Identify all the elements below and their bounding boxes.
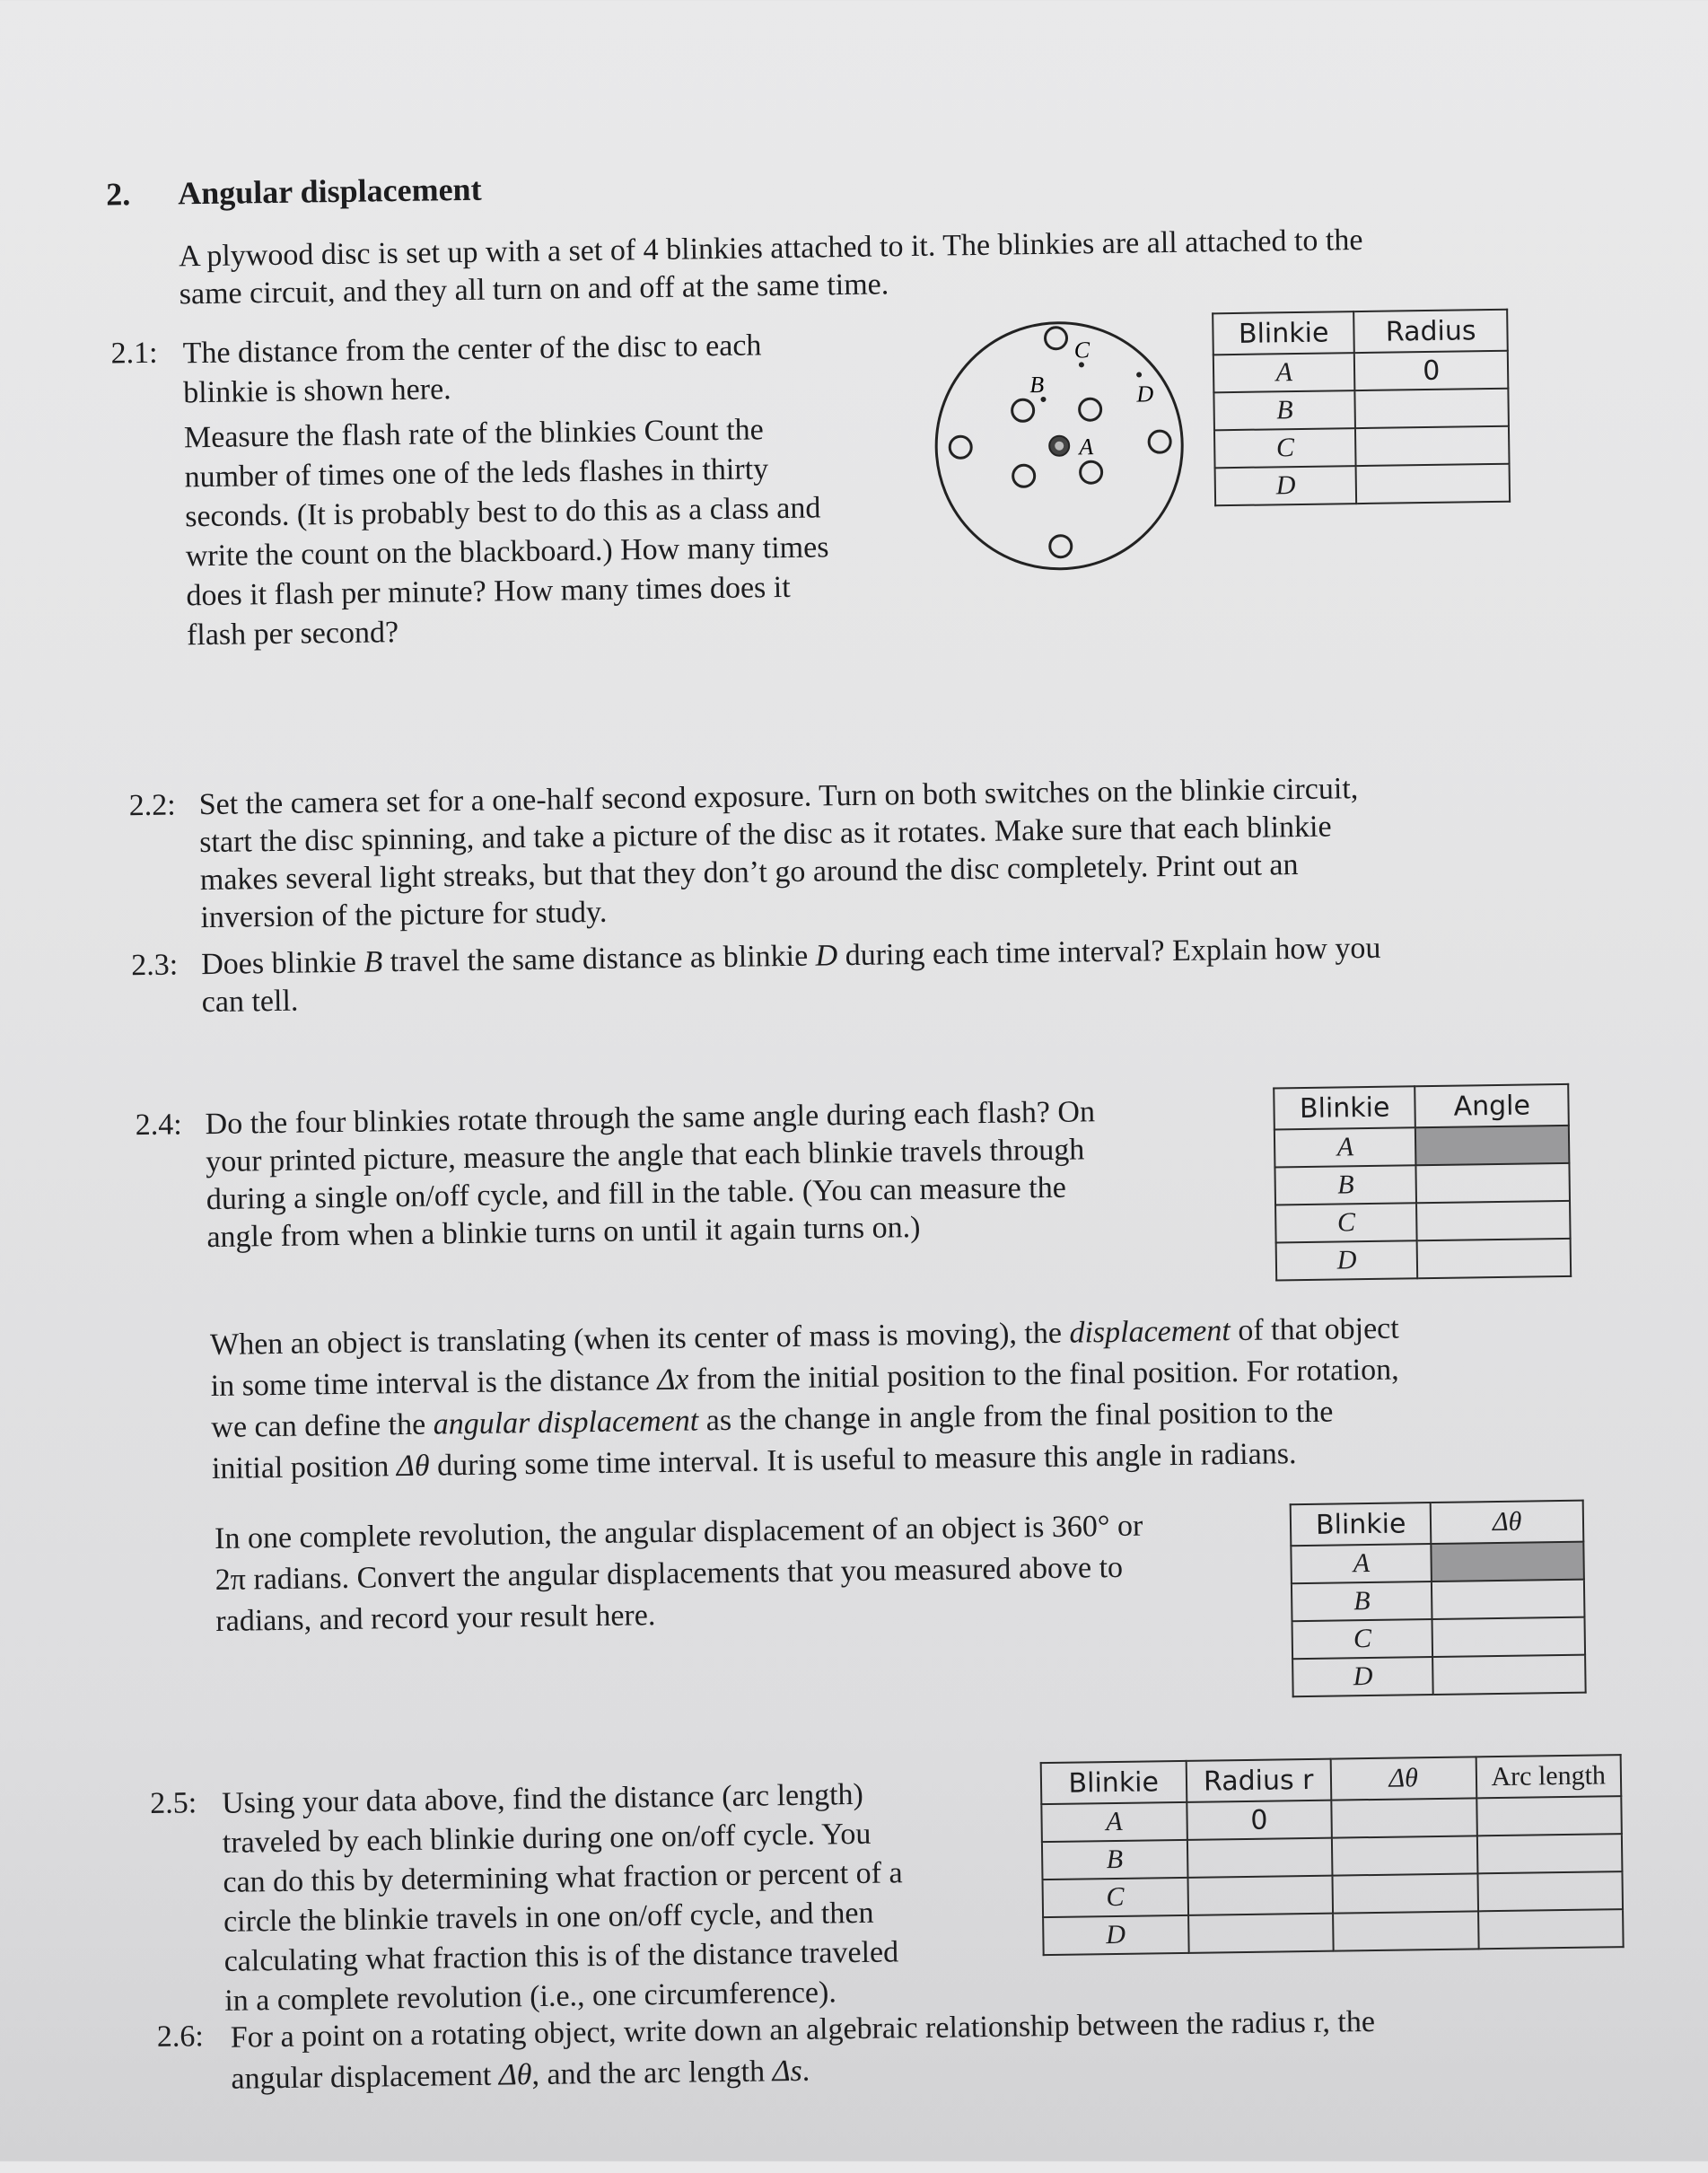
question-2-6-text [231,2002,1376,2100]
text-run: of that object [1230,1311,1399,1348]
column-header: Radius [1354,310,1508,353]
delta-theta-cell[interactable] [1432,1617,1585,1657]
text-run: during some time interval. It is useful to measure this angle in radians. [429,1437,1297,1483]
text-run: , and the arc length [531,2055,773,2092]
arc-length-cell[interactable] [1476,1796,1622,1836]
text-run: we can define the [211,1407,434,1445]
table-row [1214,426,1510,469]
table-row [1274,1163,1570,1205]
question-2-3-text [201,930,1381,1021]
row-label: C [1043,1878,1188,1917]
text-line: your printed picture, measure the angle that each blinkie travels through [205,1133,1085,1179]
question-2-1-text [182,325,830,655]
table-row [1213,351,1509,393]
disc-diagram [923,310,1196,583]
row-label: A [1213,353,1355,392]
text-line: makes several light streaks, but that they don’t go around the disc completely. Print out an [199,848,1299,898]
column-header: Δθ [1431,1501,1583,1544]
text-run-italic: Δθ [498,2058,532,2092]
angular-displacement-table [1290,1500,1587,1698]
text-line: traveled by each blinkie during one on/off cycle. You [222,1817,872,1860]
text-line: angle from when a blinkie turns on until it again turns on.) [206,1210,921,1255]
angle-cell-shaded [1415,1126,1569,1165]
text-run-italic: Δx [657,1363,689,1398]
radius-cell[interactable] [1187,1838,1332,1878]
delta-theta-cell[interactable] [1432,1580,1584,1619]
revolution-paragraph [215,1506,1144,1643]
angle-cell[interactable] [1417,1239,1571,1278]
question-number-2-3: 2.3: [130,948,179,983]
text-run-italic: Δθ [396,1449,430,1484]
text-line: can tell. [201,984,299,1020]
text-run-italic: displacement [1069,1314,1231,1350]
question-number-2-6: 2.6: [156,2020,205,2054]
text-run: in some time interval is the distance [210,1363,658,1404]
column-header: Blinkie [1291,1503,1432,1546]
arc-length-cell[interactable] [1476,1834,1622,1873]
row-label: A [1291,1544,1432,1583]
text-run: as the change in angle from the final position to the [697,1395,1334,1438]
row-label: A [1274,1127,1416,1167]
diagram-label-a: A [1079,434,1094,460]
text-run: travel the same distance as blinkie [381,939,816,979]
blinkie-marker [1080,461,1101,483]
table-header-row [1213,310,1508,355]
blinkie-b-marker [1012,399,1033,421]
table-row [1292,1617,1586,1660]
text-line: seconds. (It is probably best to do this as a class and [184,491,821,534]
row-label: C [1292,1619,1433,1659]
row-label: C [1275,1203,1417,1242]
angle-cell[interactable] [1416,1201,1570,1240]
table-row [1043,1909,1624,1955]
radius-cell[interactable] [1355,389,1509,428]
row-label: D [1043,1915,1188,1955]
radius-cell[interactable] [1356,464,1510,504]
table-row [1292,1655,1586,1697]
blinkie-c-marker [1045,328,1066,349]
text-run-italic: angular displacement [433,1404,699,1441]
column-header: Angle [1415,1084,1569,1127]
text-run: angular displacement [231,2058,500,2096]
column-header: Blinkie [1274,1086,1415,1129]
row-label: B [1274,1165,1416,1205]
delta-theta-cell-shaded [1432,1542,1584,1582]
row-label: D [1276,1240,1418,1280]
table-row [1275,1201,1571,1243]
arc-length-cell[interactable] [1478,1909,1624,1949]
text-run: initial position [211,1450,398,1486]
text-run-italic: B [363,945,383,979]
text-line: in a complete revolution (i.e., one circumference). [224,1976,837,2018]
row-label: C [1214,428,1356,468]
blinkie-d-marker [1149,431,1170,452]
row-label: A [1041,1802,1187,1842]
column-header: Blinkie [1041,1761,1187,1804]
text-line: Do the four blinkies rotate through the same angle during each flash? On [205,1095,1096,1142]
table-row [1276,1239,1572,1281]
diagram-label-c: C [1073,337,1090,364]
radius-cell[interactable]: 0 [1354,351,1508,390]
delta-theta-cell[interactable] [1433,1655,1586,1695]
text-run: . [801,2054,810,2088]
delta-theta-cell[interactable] [1332,1836,1477,1875]
text-run: from the initial position to the final position. For rotation, [688,1353,1399,1397]
question-number-2-5: 2.5: [149,1786,197,1821]
radius-table [1212,309,1511,507]
delta-theta-cell[interactable] [1333,1911,1478,1950]
column-header: Radius r [1186,1759,1331,1802]
row-label: D [1215,466,1357,505]
text-line: Using your data above, find the distance (arc length) [221,1777,864,1820]
blinkie-marker [1079,399,1100,420]
text-line: blinkie is shown here. [183,372,451,410]
text-run-italic: D [815,939,838,973]
text-run: Does blinkie [200,945,364,982]
radius-cell[interactable] [1188,1914,1334,1953]
blinkie-marker [950,436,971,458]
column-header: Δθ [1331,1757,1476,1800]
question-2-5-text [222,1774,905,2021]
table-row [1274,1126,1570,1168]
angle-table [1273,1083,1572,1282]
diagram-label-d: D [1136,381,1154,407]
text-line: number of times one of the leds flashes in thirty [184,452,769,495]
text-line: inversion of the picture for study. [200,895,608,935]
arc-length-table [1040,1754,1625,1956]
text-line: For a point on a rotating object, write down an algebraic relationship between the radius r, the [230,2004,1376,2055]
question-number-2-1: 2.1: [110,336,158,371]
table-row [1215,464,1511,506]
text-line: 2π radians. Convert the angular displacements that you measured above to [215,1550,1124,1597]
blinkie-marker [1013,465,1035,486]
text-line: Set the camera set for a one-half second exposure. Turn on both switches on the blinkie circuit, [198,772,1359,822]
table-header-row [1274,1084,1569,1130]
question-2-2-text [198,770,1360,937]
table-row [1213,389,1509,431]
column-header: Blinkie [1213,311,1354,355]
angle-cell[interactable] [1416,1163,1570,1203]
text-line: Measure the flash rate of the blinkies Count the [183,413,765,455]
text-line: flash per second? [186,616,399,653]
question-number-2-2: 2.2: [128,788,176,823]
intro-line: same circuit, and they all turn on and off at the same time. [179,267,889,311]
table-header-row [1291,1501,1584,1547]
question-2-4-text [205,1093,1097,1257]
text-line: start the disc spinning, and take a picture of the disc as it rotates. Make sure that each blinkie [199,810,1332,860]
text-line: calculating what fraction this is of the distance traveled [223,1935,899,1978]
text-line: can do this by determining what fraction or percent of a [223,1856,903,1899]
text-line: The distance from the center of the disc to each [182,329,762,371]
delta-theta-cell[interactable] [1331,1798,1476,1837]
section-title: Angular displacement [177,171,482,212]
intro-paragraph [179,222,1363,313]
intro-line: A plywood disc is set up with a set of 4 blinkies attached to it. The blinkies are all attached to the [178,223,1363,274]
column-header: Arc length [1476,1755,1621,1798]
section-number: 2. [105,176,131,213]
table-row [1292,1580,1585,1622]
question-number-2-4: 2.4: [135,1108,182,1143]
text-line: In one complete revolution, the angular displacement of an object is 360° or [214,1509,1143,1555]
dot-mark [1136,372,1142,377]
text-run: during each time interval? Explain how you [836,931,1381,973]
radius-cell[interactable] [1187,1876,1333,1915]
text-line: during a single on/off cycle, and fill in the table. (You can measure the [206,1170,1067,1217]
delta-theta-cell[interactable] [1332,1873,1477,1913]
text-line: circle the blinkie travels in one on/off cycle, and then [223,1896,874,1939]
row-label: B [1292,1582,1432,1621]
radius-cell[interactable]: 0 [1187,1801,1332,1840]
text-line: radians, and record your result here. [215,1599,656,1638]
text-run: When an object is translating (when its center of mass is moving), the [209,1316,1070,1363]
text-line: does it flash per minute? How many times does it [186,570,791,613]
row-label: B [1213,390,1355,430]
row-label: D [1292,1657,1433,1696]
displacement-paragraph [210,1309,1401,1490]
table-row [1291,1542,1584,1584]
row-label: B [1042,1840,1187,1879]
diagram-label-b: B [1029,371,1045,399]
text-run-italic: Δs [772,2054,803,2089]
arc-length-cell[interactable] [1477,1871,1623,1911]
blinkie-marker [1050,536,1072,557]
text-line: write the count on the blackboard.) How many times [185,530,829,574]
radius-cell[interactable] [1355,426,1509,466]
